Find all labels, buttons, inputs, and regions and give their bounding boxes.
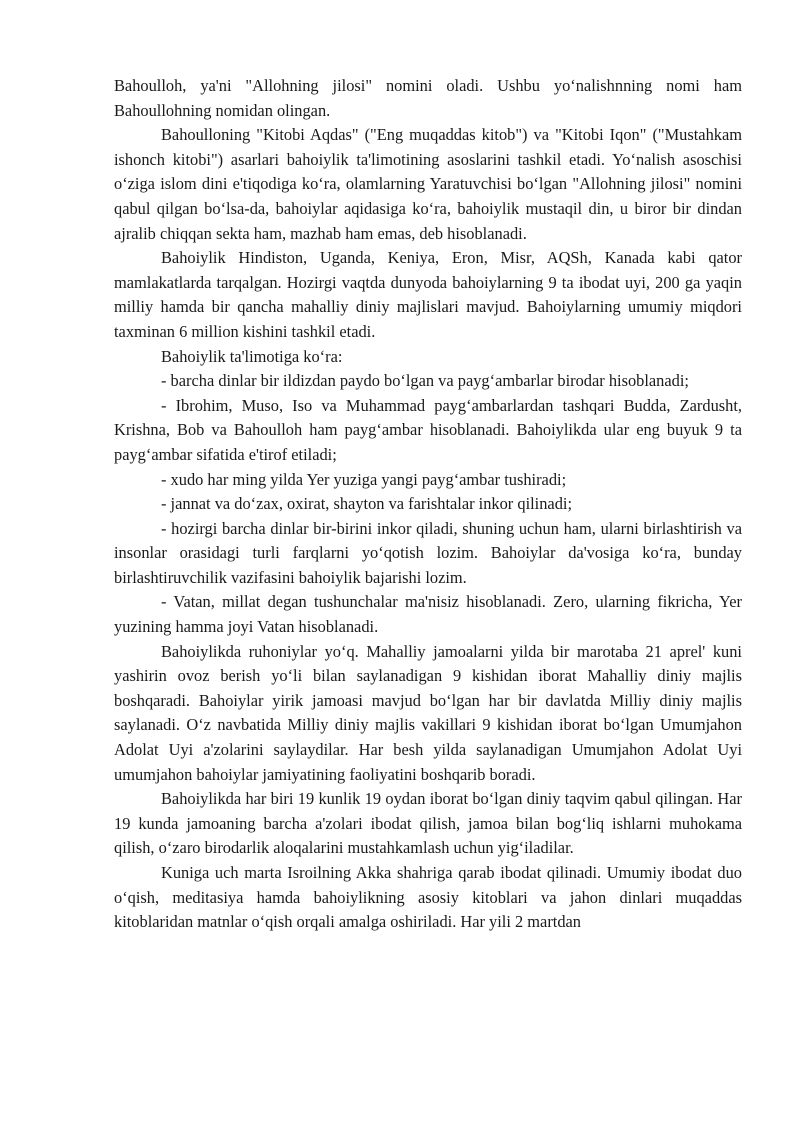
paragraph: Bahoulloh, ya'ni "Allohning jilosi" nomini oladi. Ushbu yoʻnalishnning nomi ham Bahoullohning nomidan olingan. <box>114 76 742 120</box>
paragraph: Bahoiylik ta'limotiga koʻra: <box>161 346 343 366</box>
list-item: - jannat va doʻzax, oxirat, shayton va farishtalar inkor qilinadi; <box>161 494 572 514</box>
list-item: - xudo har ming yilda Yer yuziga yangi paygʻambar tushiradi; <box>161 469 567 489</box>
paragraph: Bahoiylikda ruhoniylar yoʻq. Mahalliy jamoalarni yilda bir marotaba 21 aprel' kuni yashirin ovoz berish yoʻli bilan saylanadigan 9 kishidan iborat Mahalliy diniy majlis boshqaradi. Bahoiylar yirik jamoasi mavjud boʻlgan har bir davlatda Milliy diniy majlis saylanadi. Oʻz navbatida Milliy diniy majlis vakillari 9 kishidan iborat boʻlgan Umumjahon Adolat Uyi a'zolarini saylaydilar. Har besh yilda saylanadigan Umumjahon Adolat Uyi umumjahon bahoiylar jamiyatining faoliyatini boshqarib boradi. <box>114 641 742 784</box>
list-item: - Vatan, millat degan tushunchalar ma'nisiz hisoblanadi. Zero, ularning fikricha, Yer yuzining hamma joyi Vatan hisoblanadi. <box>114 592 742 637</box>
paragraph: Bahoiylikda har biri 19 kunlik 19 oydan iborat boʻlgan diniy taqvim qabul qilingan. Har 19 kunda jamoaning barcha a'zolari ibodat qilish, jamoa bilan bogʻliq ishlarni muhokama qilish, oʻzaro birodarlik aloqalarini mustahkamlash uchun yigʻiladilar. <box>114 789 742 858</box>
paragraph: Kuniga uch marta Isroilning Akka shahriga qarab ibodat qilinadi. Umumiy ibodat duo oʻqish, meditasiya hamda bahoiylikning asosiy kitoblari va jahon dinlari muqaddas kitoblaridan matnlar oʻqish orqali amalga oshiriladi. Har yili 2 martdan <box>114 863 742 932</box>
paragraph: Bahoiylik Hindiston, Uganda, Keniya, Eron, Misr, AQSh, Kanada kabi qator mamlakatlarda tarqalgan. Hozirgi vaqtda dunyoda bahoiylarning 9 ta ibodat uyi, 200 ga yaqin milliy hamda bir qancha mahalliy diniy majlislari mavjud. Bahoiylarning umumiy miqdori taxminan 6 million kishini tashkil etadi. <box>114 248 742 341</box>
paragraph: Bahoulloning "Kitobi Aqdas" ("Eng muqaddas kitob") va "Kitobi Iqon" ("Mustahkam ishonch kitobi") asarlari bahoiylik ta'limotining asoslarini tashkil etadi. Yoʻnalish asoschisi oʻziga islom dini e'tiqodiga koʻra, olamlarning Yaratuvchisi boʻlgan "Allohning jilosi" nomini qabul qilgan boʻlsa-da, bahoiylar aqidasiga koʻra, bahoiylik mustaqil din, u biror bir dindan ajralib chiqqan sekta ham, mazhab ham emas, deb hisoblanadi. <box>114 125 742 243</box>
list-item: - hozirgi barcha dinlar bir-birini inkor qiladi, shuning uchun ham, ularni birlashtirish va insonlar orasidagi turli farqlarni yoʻqotish lozim. Bahoiylar da'vosiga koʻra, bunday birlashtiruvchilik vazifasini bahoiylik bajarishi lozim. <box>114 518 742 587</box>
list-item: - Ibrohim, Muso, Iso va Muhammad paygʻambarlardan tashqari Budda, Zardusht, Krishna, Bob va Bahoulloh ham paygʻambar hisoblanadi. Bahoiylikda ular eng buyuk 9 ta paygʻambar sifatida e'tirof etiladi; <box>114 395 742 464</box>
document-page <box>114 74 742 935</box>
list-item: - barcha dinlar bir ildizdan paydo boʻlgan va paygʻambarlar birodar hisoblanadi; <box>161 371 689 391</box>
